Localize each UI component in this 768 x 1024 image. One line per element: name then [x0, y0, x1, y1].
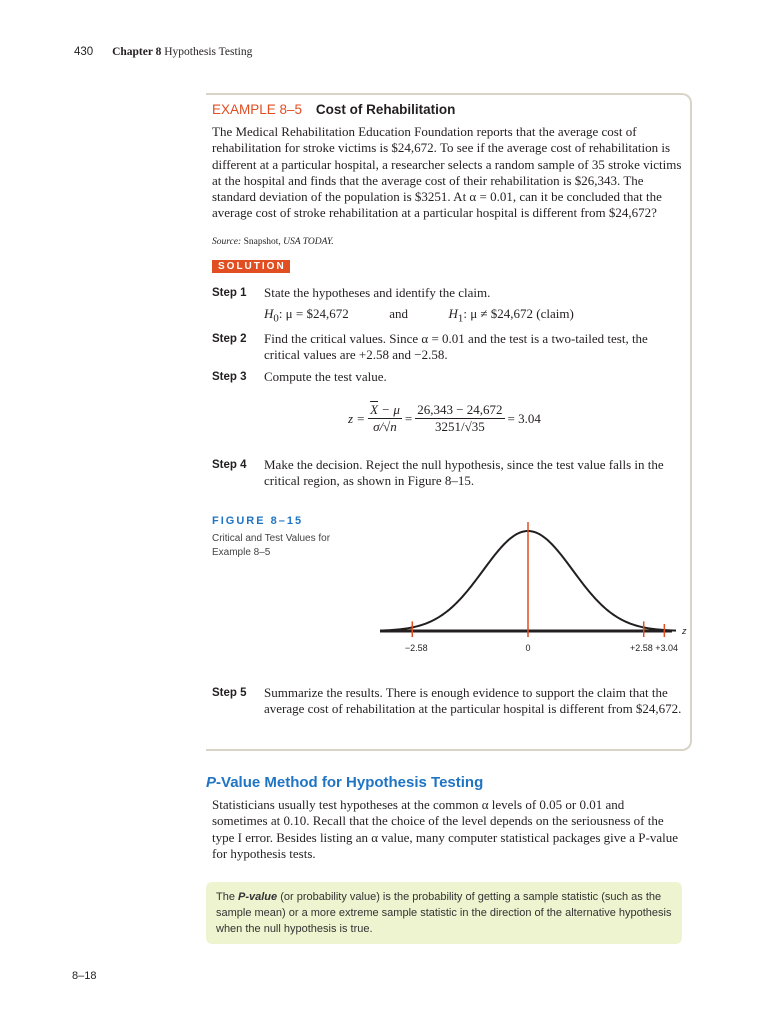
- figure-caption-line-2: Example 8–5: [212, 547, 271, 558]
- formula-numeric-denominator: 3251/√35: [435, 419, 485, 434]
- formula-lhs: z =: [348, 410, 366, 426]
- example-title: Cost of Rehabilitation: [315, 102, 456, 117]
- step-4-text: Make the decision. Reject the null hypothesis, since the test value falls in the critical region, as shown in Figure 8–15.: [264, 457, 664, 489]
- h0-symbol: H: [264, 306, 274, 321]
- h1-subscript: 1: [457, 312, 464, 325]
- tick-label-right: +2.58 +3.04: [630, 643, 679, 653]
- formula-equals: =: [404, 410, 413, 426]
- step-1-text: State the hypotheses and identify the claim.: [264, 285, 491, 300]
- section-body: Statisticians usually test hypotheses at the common α levels of 0.05 or 0.01 and sometimes at 0.10. Recall that the choice of the level depends on the seriousness of the type I error. Besides listing an α value, many computer statistical packages give a P-value for hypothesis tests.: [212, 797, 679, 861]
- chapter-label: Chapter 8: [112, 46, 162, 58]
- figure-caption-line-1: Critical and Test Values for: [212, 533, 331, 544]
- hypotheses: [264, 306, 574, 325]
- example-problem: The Medical Rehabilitation Education Foundation reports that the average cost of rehabilitation for stroke victims is $24,672. To see if the average cost of rehabilitation is different at a particular hospital, a researcher selects a random sample of 35 stroke victims at the hospital and finds that the average cost of their rehabilitation is $26,343. The standard deviation of the population is $3251. At α = 0.01, can it be concluded that the average cost of stroke rehabilitation at a particular hospital is different from $24,672?: [212, 124, 682, 221]
- hypotheses-and: and: [389, 306, 409, 321]
- definition-prefix: The: [216, 891, 239, 903]
- figure-title: FIGURE 8–15: [212, 515, 304, 527]
- h0-statement: : μ = $24,672: [278, 306, 349, 321]
- test-value-formula: [348, 402, 541, 435]
- example-label: EXAMPLE 8–5: [212, 102, 303, 117]
- solution-badge: SOLUTION: [212, 260, 290, 273]
- source-text: Snapshot,: [243, 237, 281, 247]
- definition-box: [206, 882, 682, 944]
- step-1-label: Step 1: [212, 287, 247, 299]
- formula-xbar: $\overline{X}$: [370, 402, 379, 417]
- step-3-label: Step 3: [212, 371, 247, 383]
- h1-statement: : μ ≠ $24,672 (claim): [463, 306, 574, 321]
- figure-caption: [212, 532, 332, 560]
- formula-result: = 3.04: [507, 410, 541, 426]
- section-title-rest: -Value Method for Hypothesis Testing: [216, 774, 484, 791]
- section-title: [206, 774, 483, 791]
- formula-numeric-numerator: 26,343 − 24,672: [417, 402, 503, 417]
- tick-label-center: 0: [525, 643, 531, 653]
- normal-curve-chart: [380, 520, 690, 660]
- source-publication: USA TODAY.: [283, 237, 334, 247]
- chapter-title: Hypothesis Testing: [164, 46, 253, 58]
- h0-subscript: 0: [273, 312, 279, 325]
- definition-term: P-value: [238, 891, 278, 903]
- definition-text: (or probability value) is the probability of getting a sample statistic (such as the sample mean) or a more extreme sample statistic in the direction of the alternative hypothesis when the null hypothesis is true.: [216, 891, 672, 935]
- step-2-text: Find the critical values. Since α = 0.01 and the test is a two-tailed test, the critical values are +2.58 and −2.58.: [264, 331, 648, 363]
- page-header: [74, 46, 252, 58]
- step-5-label: Step 5: [212, 687, 247, 699]
- step-3-text: Compute the test value.: [264, 369, 387, 384]
- example-source: [212, 237, 334, 247]
- step-2-label: Step 2: [212, 333, 247, 345]
- section-title-italic: P: [206, 774, 217, 791]
- example-heading: [212, 102, 455, 117]
- step-4-label: Step 4: [212, 459, 247, 471]
- formula-fraction-numeric: [415, 402, 504, 435]
- page-code: 8–18: [72, 970, 97, 982]
- formula-numerator-rest: − μ: [378, 402, 400, 417]
- step-5-text: Summarize the results. There is enough evidence to support the claim that the average cost of rehabilitation at the particular hospital is different from $24,672.: [264, 685, 682, 717]
- tick-label-left: −2.58: [404, 643, 428, 653]
- formula-denominator: σ/√n: [373, 419, 397, 434]
- source-label: Source:: [212, 237, 242, 247]
- h1-symbol: H: [448, 306, 458, 321]
- formula-fraction-symbolic: [368, 402, 402, 435]
- page-number: 430: [74, 46, 94, 58]
- axis-label: z: [682, 626, 687, 636]
